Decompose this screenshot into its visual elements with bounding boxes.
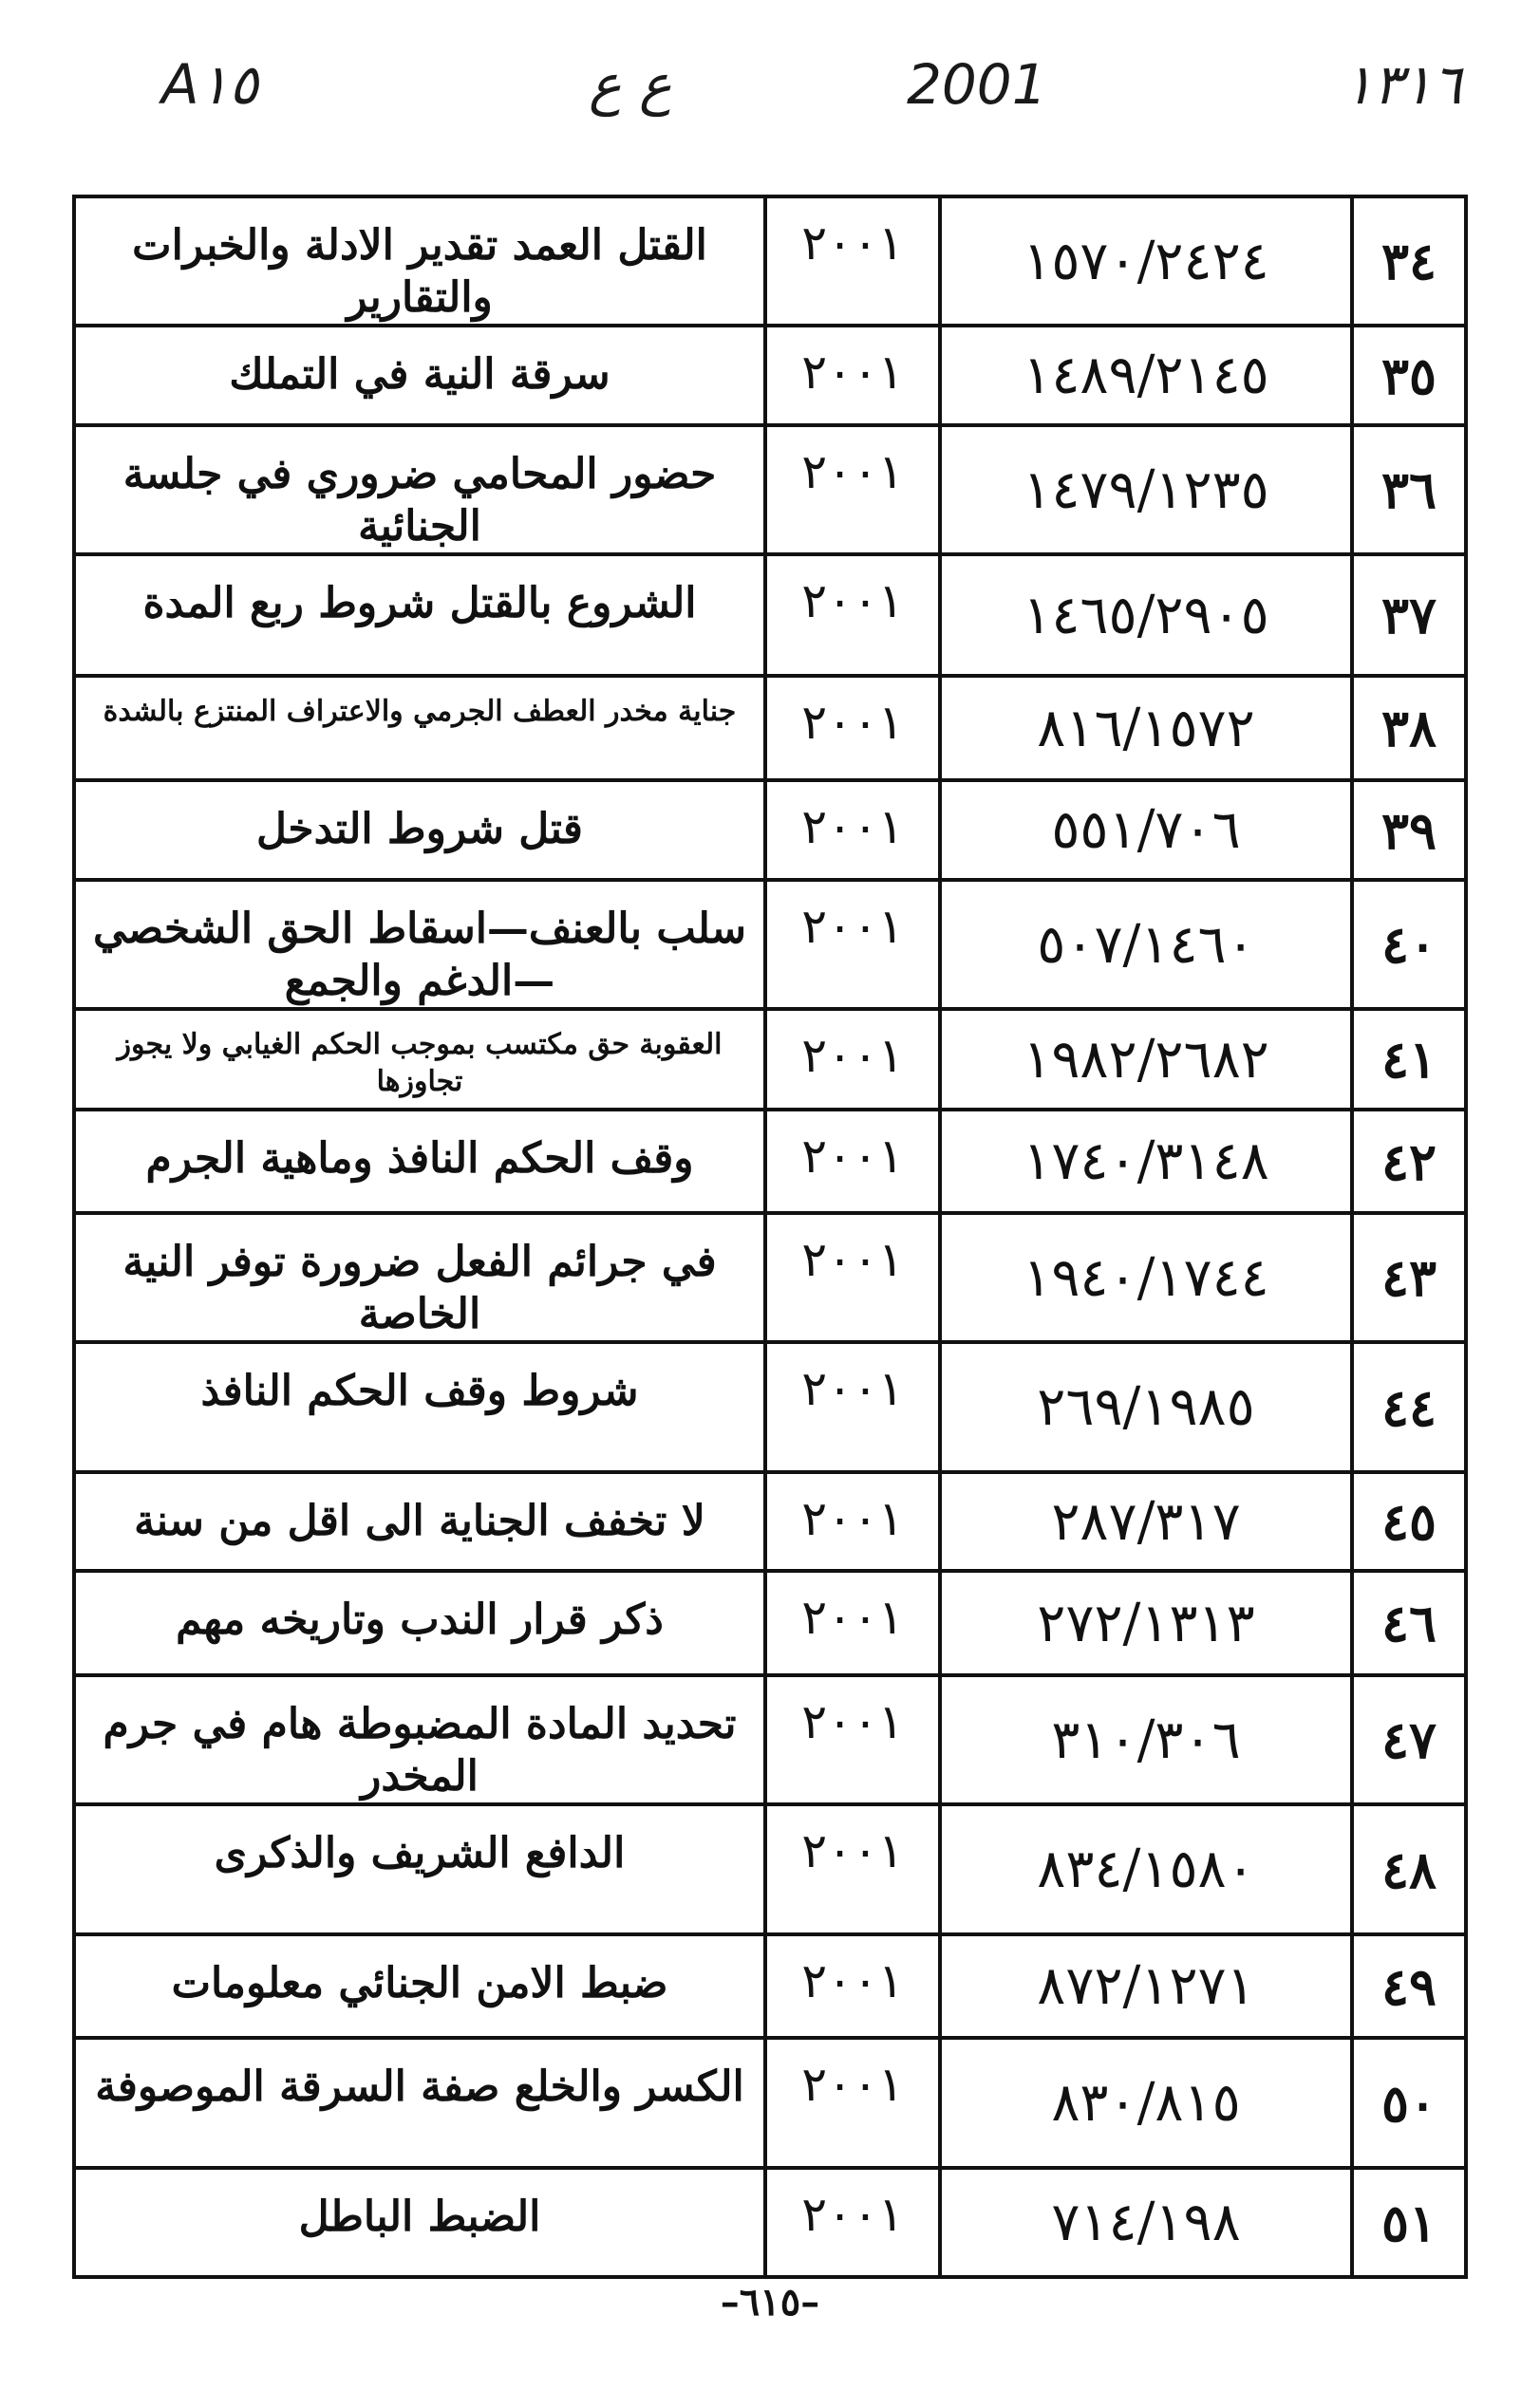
case-subject: شروط وقف الحكم النافذ [74,1342,765,1472]
case-subject: وقف الحكم النافذ وماهية الجرم [74,1110,765,1213]
case-year: ٢٠٠١ [765,196,940,326]
handwritten-left-mark: A١٥ [161,52,258,117]
table-row [74,1110,1466,1213]
case-subject: تحديد المادة المضبوطة هام في جرم المخدر [74,1675,765,1804]
row-number: ٣٦ [1352,425,1466,554]
case-reference: ١٤٧٩/١٢٣٥ [940,425,1352,554]
case-subject: الدافع الشريف والذكرى [74,1804,765,1934]
handwritten-right-mark: ١٣١٦ [1343,52,1462,117]
table-row [74,1934,1466,2038]
case-year: ٢٠٠١ [765,2038,940,2168]
row-number: ٥١ [1352,2168,1466,2277]
case-year: ٢٠٠١ [765,676,940,780]
case-year: ٢٠٠١ [765,1472,940,1571]
case-reference: ١٩٤٠/١٧٤٤ [940,1213,1352,1342]
case-year: ٢٠٠١ [765,1342,940,1472]
case-year: ٢٠٠١ [765,1571,940,1675]
table-row [74,1675,1466,1804]
row-number: ٤٠ [1352,880,1466,1009]
table-row [74,196,1466,326]
row-number: ٤٦ [1352,1571,1466,1675]
page-number: –٦١٥– [720,2280,820,2324]
case-reference: ٨١٦/١٥٧٢ [940,676,1352,780]
table-row [74,1472,1466,1571]
table-row [74,780,1466,880]
case-subject: الضبط الباطل [74,2168,765,2277]
case-reference: ١٩٨٢/٢٦٨٢ [940,1009,1352,1110]
table-row [74,1342,1466,1472]
case-subject: قتل شروط التدخل [74,780,765,880]
rulings-table-wrapper [72,195,1468,2279]
case-year: ٢٠٠١ [765,1213,940,1342]
row-number: ٣٤ [1352,196,1466,326]
case-year: ٢٠٠١ [765,326,940,425]
table-row [74,1571,1466,1675]
case-year: ٢٠٠١ [765,780,940,880]
case-subject: ضبط الامن الجنائي معلومات [74,1934,765,2038]
handwritten-mid-mark: ع ع [589,52,672,117]
row-number: ٣٨ [1352,676,1466,780]
case-reference: ٣١٠/٣٠٦ [940,1675,1352,1804]
case-reference: ١٤٨٩/٢١٤٥ [940,326,1352,425]
case-reference: ١٤٦٥/٢٩٠٥ [940,554,1352,676]
case-year: ٢٠٠١ [765,1934,940,2038]
rulings-table-body [74,196,1466,2277]
table-row [74,2168,1466,2277]
case-reference: ٢٨٧/٣١٧ [940,1472,1352,1571]
case-year: ٢٠٠١ [765,1804,940,1934]
table-row [74,326,1466,425]
case-year: ٢٠٠١ [765,1675,940,1804]
case-year: ٢٠٠١ [765,425,940,554]
case-subject: في جرائم الفعل ضرورة توفر النية الخاصة [74,1213,765,1342]
table-row [74,2038,1466,2168]
case-reference: ٨٧٢/١٢٧١ [940,1934,1352,2038]
row-number: ٤٩ [1352,1934,1466,2038]
row-number: ٤٨ [1352,1804,1466,1934]
case-reference: ١٧٤٠/٣١٤٨ [940,1110,1352,1213]
case-year: ٢٠٠١ [765,2168,940,2277]
case-year: ٢٠٠١ [765,1009,940,1110]
row-number: ٣٥ [1352,326,1466,425]
case-year: ٢٠٠١ [765,1110,940,1213]
table-row [74,880,1466,1009]
table-row [74,1009,1466,1110]
case-subject: سلب بالعنف—اسقاط الحق الشخصي—الدغم والجمع [74,880,765,1009]
case-subject: ذكر قرار الندب وتاريخه مهم [74,1571,765,1675]
case-subject: حضور المحامي ضروري في جلسة الجنائية [74,425,765,554]
case-subject: جناية مخدر العطف الجرمي والاعتراف المنتزع بالشدة [74,676,765,780]
table-row [74,1804,1466,1934]
row-number: ٤٢ [1352,1110,1466,1213]
case-reference: ١٥٧٠/٢٤٢٤ [940,196,1352,326]
case-reference: ٨٣٠/٨١٥ [940,2038,1352,2168]
row-number: ٣٧ [1352,554,1466,676]
case-year: ٢٠٠١ [765,554,940,676]
table-row [74,554,1466,676]
row-number: ٤٤ [1352,1342,1466,1472]
case-reference: ٨٣٤/١٥٨٠ [940,1804,1352,1934]
case-reference: ٥٠٧/١٤٦٠ [940,880,1352,1009]
row-number: ٥٠ [1352,2038,1466,2168]
case-year: ٢٠٠١ [765,880,940,1009]
case-reference: ٧١٤/١٩٨ [940,2168,1352,2277]
case-subject: الشروع بالقتل شروط ربع المدة [74,554,765,676]
case-reference: ٢٦٩/١٩٨٥ [940,1342,1352,1472]
rulings-table [72,195,1468,2279]
handwritten-year-mark: 2001 [907,52,1047,117]
case-subject: الكسر والخلع صفة السرقة الموصوفة [74,2038,765,2168]
row-number: ٤١ [1352,1009,1466,1110]
case-reference: ٢٧٢/١٣١٣ [940,1571,1352,1675]
row-number: ٣٩ [1352,780,1466,880]
case-subject: لا تخفف الجناية الى اقل من سنة [74,1472,765,1571]
row-number: ٤٧ [1352,1675,1466,1804]
row-number: ٤٣ [1352,1213,1466,1342]
table-row [74,425,1466,554]
table-row [74,676,1466,780]
case-subject: سرقة النية في التملك [74,326,765,425]
row-number: ٤٥ [1352,1472,1466,1571]
case-subject: العقوبة حق مكتسب بموجب الحكم الغيابي ولا يجوز تجاوزها [74,1009,765,1110]
case-reference: ٥٥١/٧٠٦ [940,780,1352,880]
table-row [74,1213,1466,1342]
case-subject: القتل العمد تقدير الادلة والخبرات والتقارير [74,196,765,326]
